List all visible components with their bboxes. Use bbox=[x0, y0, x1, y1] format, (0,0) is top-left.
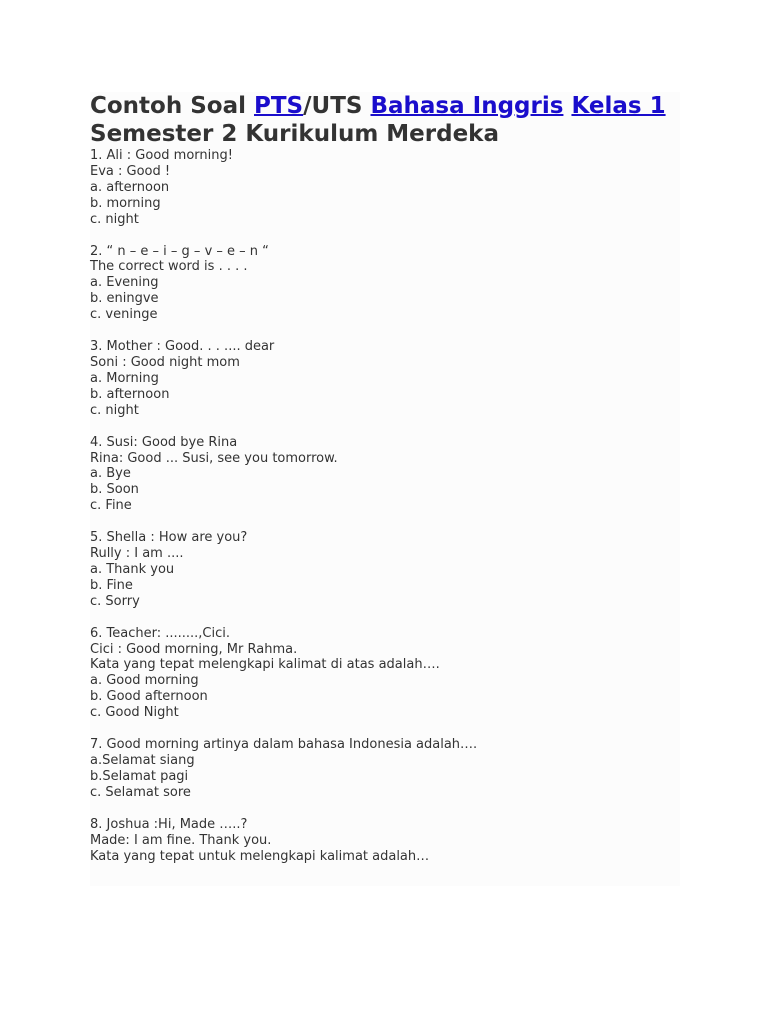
question-block bbox=[90, 339, 680, 419]
question-line: a.Selamat siang bbox=[90, 753, 195, 768]
question-block bbox=[90, 435, 680, 515]
question-text: 1. Ali : Good morning! bbox=[90, 148, 233, 163]
document-page bbox=[90, 92, 680, 886]
question-line: b. morning bbox=[90, 195, 161, 211]
title-text-start: Contoh Soal bbox=[90, 93, 255, 119]
question-line: b. afternoon bbox=[90, 386, 170, 402]
question-line: Cici : Good morning, Mr Rahma. bbox=[90, 641, 298, 657]
kelas-1-link[interactable]: Kelas 1 bbox=[571, 93, 666, 119]
bahasa-inggris-link[interactable]: Bahasa Inggris bbox=[370, 93, 564, 119]
question-block bbox=[90, 530, 680, 610]
question-line: b. Soon bbox=[90, 482, 139, 498]
title-separator: /UTS bbox=[303, 93, 371, 119]
question-text: 2. “ n – e – i – g – v – e – n “ bbox=[90, 243, 269, 259]
question-text: 5. Shella : How are you? bbox=[90, 530, 248, 546]
question-block bbox=[90, 626, 680, 721]
question-line: Kata yang tepat untuk melengkapi kalimat adalah… bbox=[90, 848, 430, 864]
question-line: a. afternoon bbox=[90, 179, 170, 195]
question-text: 8. Joshua :Hi, Made …..? bbox=[90, 816, 248, 832]
page-title bbox=[90, 92, 680, 148]
question-line: a. Evening bbox=[90, 275, 159, 291]
question-line: c. Fine bbox=[90, 498, 132, 514]
question-line: c. night bbox=[90, 402, 139, 418]
question-text: 7. Good morning artinya dalam bahasa Indonesia adalah…. bbox=[90, 737, 478, 753]
question-line: c. night bbox=[90, 211, 139, 227]
question-line: b. Fine bbox=[90, 577, 133, 593]
question-block bbox=[90, 817, 680, 865]
question-line: c. Sorry bbox=[90, 593, 140, 609]
question-line: Soni : Good night mom bbox=[90, 354, 240, 370]
question-text: 4. Susi: Good bye Rina bbox=[90, 434, 238, 450]
question-line: b. eningve bbox=[90, 291, 159, 307]
question-line: a. Morning bbox=[90, 370, 159, 386]
question-block bbox=[90, 148, 680, 228]
question-line: Kata yang tepat melengkapi kalimat di atas adalah…. bbox=[90, 657, 440, 673]
question-list bbox=[90, 148, 680, 864]
question-line: Rina: Good ... Susi, see you tomorrow. bbox=[90, 450, 338, 466]
question-line: a. Bye bbox=[90, 466, 131, 482]
question-text: 3. Mother : Good. . . .... dear bbox=[90, 339, 275, 355]
question-line: c. Good Night bbox=[90, 705, 179, 721]
question-line: a. Good morning bbox=[90, 673, 199, 689]
question-line: c. veninge bbox=[90, 307, 158, 323]
question-line: Eva : Good ! bbox=[90, 163, 171, 179]
question-block bbox=[90, 737, 680, 801]
question-line: b.Selamat pagi bbox=[90, 768, 189, 784]
pts-link[interactable]: PTS bbox=[254, 93, 304, 119]
question-text: 6. Teacher: ........,Cici. bbox=[90, 625, 231, 641]
question-line: c. Selamat sore bbox=[90, 784, 191, 800]
question-line: a. Thank you bbox=[90, 561, 175, 577]
title-text-end: Semester 2 Kurikulum Merdeka bbox=[90, 121, 500, 147]
question-block bbox=[90, 244, 680, 324]
question-line: Made: I am fine. Thank you. bbox=[90, 832, 272, 848]
question-line: Rully : I am .... bbox=[90, 546, 184, 562]
question-line: b. Good afternoon bbox=[90, 689, 208, 705]
question-line: The correct word is . . . . bbox=[90, 259, 248, 275]
